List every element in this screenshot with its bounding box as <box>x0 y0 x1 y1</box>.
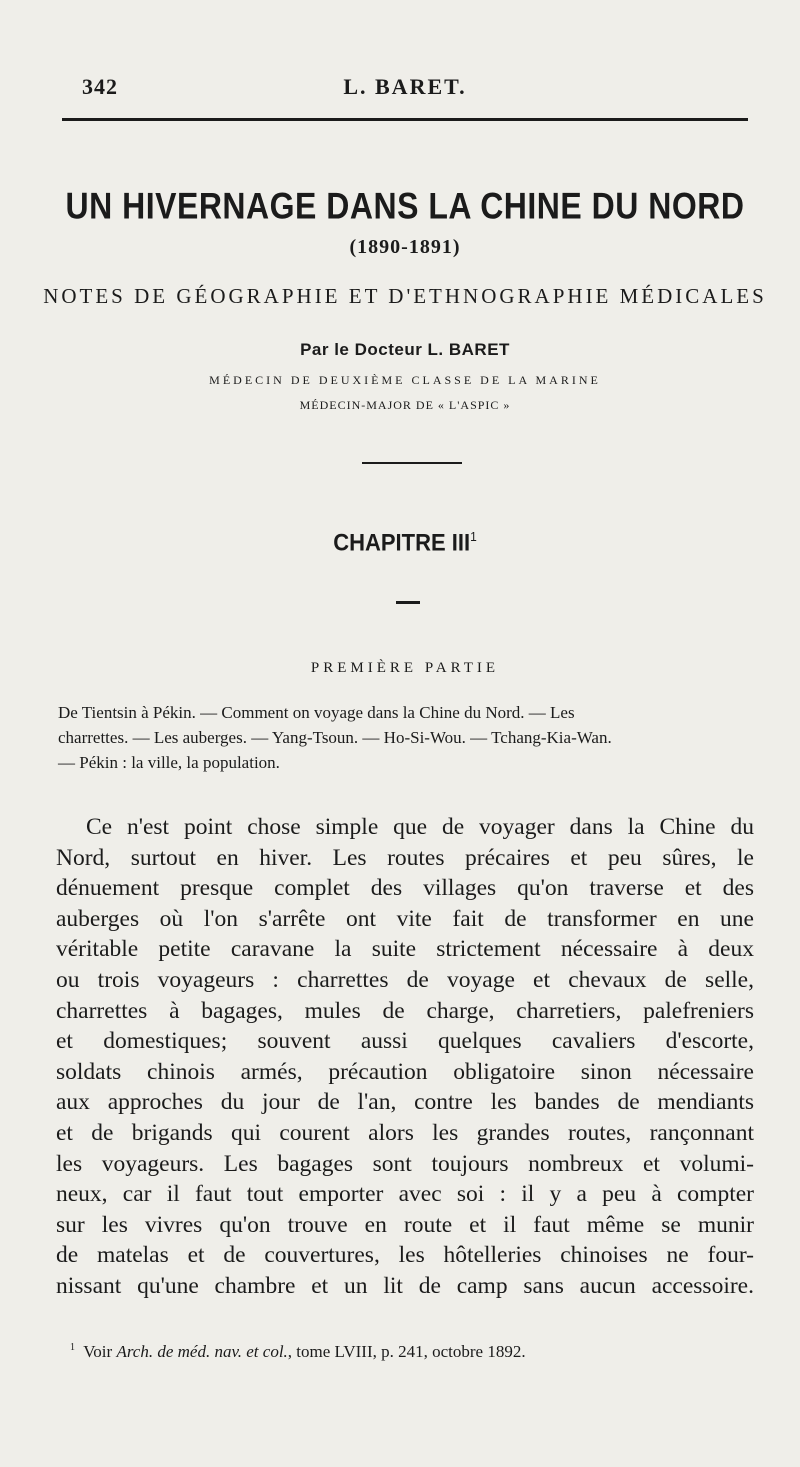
summary-line: — Pékin : la ville, la population. <box>58 753 280 772</box>
body-line: ou trois voyageurs : charrettes de voyage et chevaux de selle, <box>56 966 754 993</box>
article-title: UN HIVERNAGE DANS LA CHINE DU NORD <box>65 185 745 227</box>
footnote <box>70 1342 750 1362</box>
author-line: Par le Docteur L. BARET <box>300 340 510 359</box>
body-line: de matelas et de couvertures, les hôtelleries chinoises ne four- <box>56 1242 754 1269</box>
summary-line: charrettes. — Les auberges. — Yang-Tsoun. — Ho-Si-Wou. — Tchang-Kia-Wan. <box>58 728 612 747</box>
body-line: charrettes à bagages, mules de charge, charretiers, palefreniers <box>56 997 754 1024</box>
chapter-label: CHAPITRE III <box>333 528 471 557</box>
chapter-note-marker: 1 <box>470 528 477 545</box>
footnote-details: , tome LVIII, p. 241, octobre 1892. <box>287 1342 526 1361</box>
body-line: auberges où l'on s'arrête ont vite fait de transformer en une <box>56 905 754 932</box>
header-rule <box>62 118 748 121</box>
section-divider <box>362 462 462 464</box>
body-line: neux, car il faut tout emporter avec soi : il y a peu à compter <box>56 1181 754 1208</box>
chapter-summary <box>58 700 752 775</box>
body-line: les voyageurs. Les bagages sont toujours nombreux et volumi- <box>56 1150 754 1177</box>
chapter-divider <box>396 601 420 604</box>
article-subtitle: NOTES DE GÉOGRAPHIE ET D'ETHNOGRAPHIE MÉDICALES <box>43 284 767 308</box>
footnote-prefix: Voir <box>83 1342 113 1361</box>
running-title: L. BARET. <box>343 74 467 99</box>
body-line: nissant qu'une chambre et un lit de camp sans aucun accessoire. <box>56 1272 754 1299</box>
body-line: et de brigands qui courent alors les grandes routes, rançonnant <box>56 1119 754 1146</box>
body-line: soldats chinois armés, précaution obligatoire sinon nécessaire <box>56 1058 754 1085</box>
body-paragraph <box>56 812 754 1302</box>
body-line: Nord, surtout en hiver. Les routes précaires et peu sûres, le <box>56 844 754 871</box>
body-line: aux approches du jour de l'an, contre les bandes de mendiants <box>56 1089 754 1116</box>
body-line: véritable petite caravane la suite strictement nécessaire à deux <box>56 936 754 963</box>
author-credential: MÉDECIN DE DEUXIÈME CLASSE DE LA MARINE <box>209 373 601 387</box>
part-heading: PREMIÈRE PARTIE <box>310 660 500 676</box>
summary-line: De Tientsin à Pékin. — Comment on voyage dans la Chine du Nord. — Les <box>58 703 575 722</box>
article-years: (1890-1891) <box>349 236 461 258</box>
body-line: Ce n'est point chose simple que de voyager dans la Chine du <box>86 814 754 840</box>
body-line: et domestiques; souvent aussi quelques cavaliers d'escorte, <box>56 1028 754 1055</box>
footnote-marker: 1 <box>70 1342 75 1353</box>
body-line: dénuement presque complet des villages qu'on traverse et des <box>56 875 754 902</box>
footnote-journal: Arch. de méd. nav. et col. <box>116 1342 288 1361</box>
chapter-heading <box>60 529 750 558</box>
body-line: sur les vivres qu'on trouve en route et il faut même se munir <box>56 1211 754 1238</box>
page-number: 342 <box>82 74 118 99</box>
author-credential: MÉDECIN-MAJOR DE « L'ASPIC » <box>299 398 511 412</box>
page-header <box>60 72 750 106</box>
